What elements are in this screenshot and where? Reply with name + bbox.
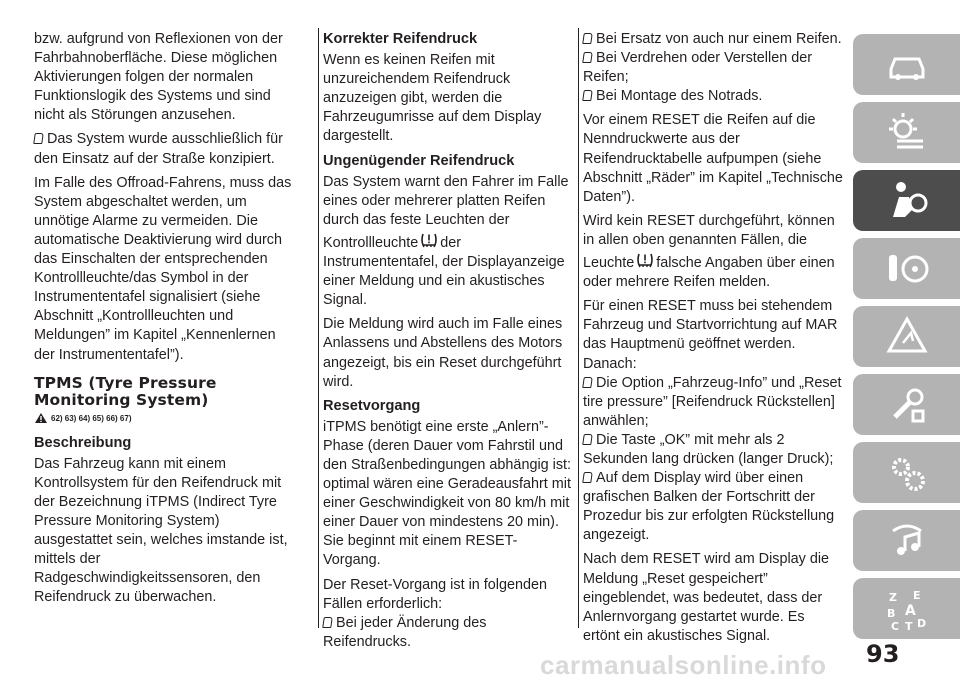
paragraph: Im Falle des Offroad-Fahrens, muss das System abgeschaltet werden, um unnötige Alarme zu vermeiden. Die automatische Deaktivierung wird durch das Einschalten der entsprechenden Kontrollleuchte/das Symbol in der Instrumententafel signalisiert (siehe Abschnitt „Kontrollleuchten und Meldungen” im Kapitel „Kennenlernen der Instrumententafel”). [34,174,292,363]
lights-icon [883,109,931,157]
subheading: Korrekter Reifendruck [323,31,478,47]
paragraph: Wird kein RESET durchgeführt, können in allen oben genannten Fällen, die Leuchte falsche Angaben über einen oder mehrere Reifen melden. [583,212,835,291]
subheading: Ungenügender Reifendruck [323,152,515,169]
bullet-item: Bei Montage des Notrads. [583,87,845,106]
subheading: Beschreibung [34,434,132,451]
tyre-pressure-warning-icon [419,230,439,250]
paragraph: iTPMS benötigt eine erste „Anlern”-Phase (deren Dauer vom Fahrstil und den Straßenbedingungen abhängig ist: optimal wären eine Geradeausfahrt mit einer Geschwindigkeit von 80 km/h mit einer Dauer von mindestens 20 min). Sie beginnt mit einem RESET-Vorgang. [323,418,572,569]
seat-safety-icon [883,177,931,225]
section-heading: TPMS (Tyre Pressure Monitoring System) [34,373,217,409]
tab-seat-safety[interactable] [853,170,960,231]
warning-triangle-icon [34,412,48,424]
bullet-icon [582,434,593,445]
bullet-icon [582,472,593,483]
paragraph: Der Reset-Vorgang ist in folgenden Fällen erforderlich: [323,576,547,612]
bullet-item: Die Taste „OK” mit mehr als 2 Sekunden lang drücken (langer Druck); [583,431,834,467]
paragraph: Wenn es keinen Reifen mit unzureichendem Reifendruck anzuzeigen gibt, werden die Fahrzeugumrisse auf dem Display dargestellt. [323,52,542,145]
tyre-pressure-warning-icon [635,250,655,270]
bullet-icon [33,133,44,144]
tab-emergency[interactable] [853,306,960,367]
chapter-sidebar [853,34,960,634]
paragraph: Vor einem RESET die Reifen auf die Nenndruckwerte aus der Reifendrucktabelle aufpumpen (siehe Abschnitt „Räder” im Kapitel „Technische Daten”). [583,112,843,205]
warning-references: 62) 63) 64) 65) 66) 67) [34,409,298,428]
text-column-3 [578,28,845,644]
wrench-icon [883,381,931,429]
tab-technical-data[interactable] [853,442,960,503]
tab-maintenance[interactable] [853,374,960,435]
paragraph: Für einen RESET muss bei stehendem Fahrzeug und Startvorrichtung auf MAR das Hauptmenü geöffnet werden. Danach: [583,298,838,372]
tab-ignition[interactable] [853,238,960,299]
subheading: Resetvorgang [323,397,421,414]
bullet-icon [582,33,593,44]
tab-lights[interactable] [853,102,960,163]
paragraph: Das System warnt den Fahrer im Falle eines oder mehrerer platten Reifen durch das feste Leuchten der Kontrollleuchte der Instrumententafel, der Displayanzeige einer Meldung und ein akustisches Signal. [323,173,569,309]
paragraph: bzw. aufgrund von Reflexionen von der Fahrbahnoberfläche. Diese möglichen Aktivierungen folgen der normalen Funktionslogik des Systems und sind nicht als Störungen anzusehen. [34,31,283,124]
svg-text:E: E [912,588,921,602]
car-icon [883,41,931,89]
page-number: 93 [866,640,900,668]
tab-car[interactable] [853,34,960,95]
bullet-icon [582,377,593,388]
text-column-2 [318,28,573,650]
tab-multimedia[interactable] [853,510,960,571]
svg-text:C: C [890,619,899,633]
watermark: carmanualsonline.info [540,650,827,680]
tab-index[interactable] [853,578,960,639]
media-icon [883,517,931,565]
svg-text:Z: Z [888,590,897,604]
paragraph: Nach dem RESET wird am Display die Meldung „Reset gespeichert” eingeblendet, was bedeutet, dass der Anlernvorgang gestartet wurde. Es ertönt ein akustisches Signal. [583,551,830,644]
svg-text:T: T [904,619,913,633]
text-column-1 [34,30,298,613]
svg-text:D: D [916,616,926,630]
bullet-icon [582,52,593,63]
bullet-item: Bei Verdrehen oder Verstellen der Reifen; [583,50,812,86]
bullet-item: Das System wurde ausschließlich für den Einsatz auf der Straße konzipiert. [34,131,283,167]
gears-icon [883,449,931,497]
bullet-item: Bei jeder Änderung des Reifendrucks. [323,614,487,650]
paragraph: Das Fahrzeug kann mit einem Kontrollsystem für den Reifendruck mit der Bezeichnung iTPMS (Indirect Tyre Pressure Monitoring System) ausgestattet sein, welches imstande ist, mittels der Radgeschwindigkeitssensoren, den Reifendruck zu überwachen. [34,455,288,606]
bullet-item: Bei Ersatz von auch nur einem Reifen. [583,30,845,49]
bullet-item: Auf dem Display wird über einen grafischen Balken der Fortschritt der Prozedur bis zur erfolgten Rückstellung angezeigt. [583,470,835,544]
bullet-item: Die Option „Fahrzeug-Info” und „Reset tire pressure” [Reifendruck Rückstellen] anwählen; [583,374,842,429]
svg-text:A: A [904,602,916,619]
index-letters-icon [883,585,931,633]
ignition-steering-icon [883,245,931,293]
warning-triangle-icon [883,313,931,361]
svg-text:B: B [886,606,895,620]
paragraph: Die Meldung wird auch im Falle eines Anlassens und Abstellens des Motors angezeigt, bis ein Reset durchgeführt wird. [323,316,563,390]
bullet-icon [322,617,333,628]
bullet-icon [582,90,593,101]
